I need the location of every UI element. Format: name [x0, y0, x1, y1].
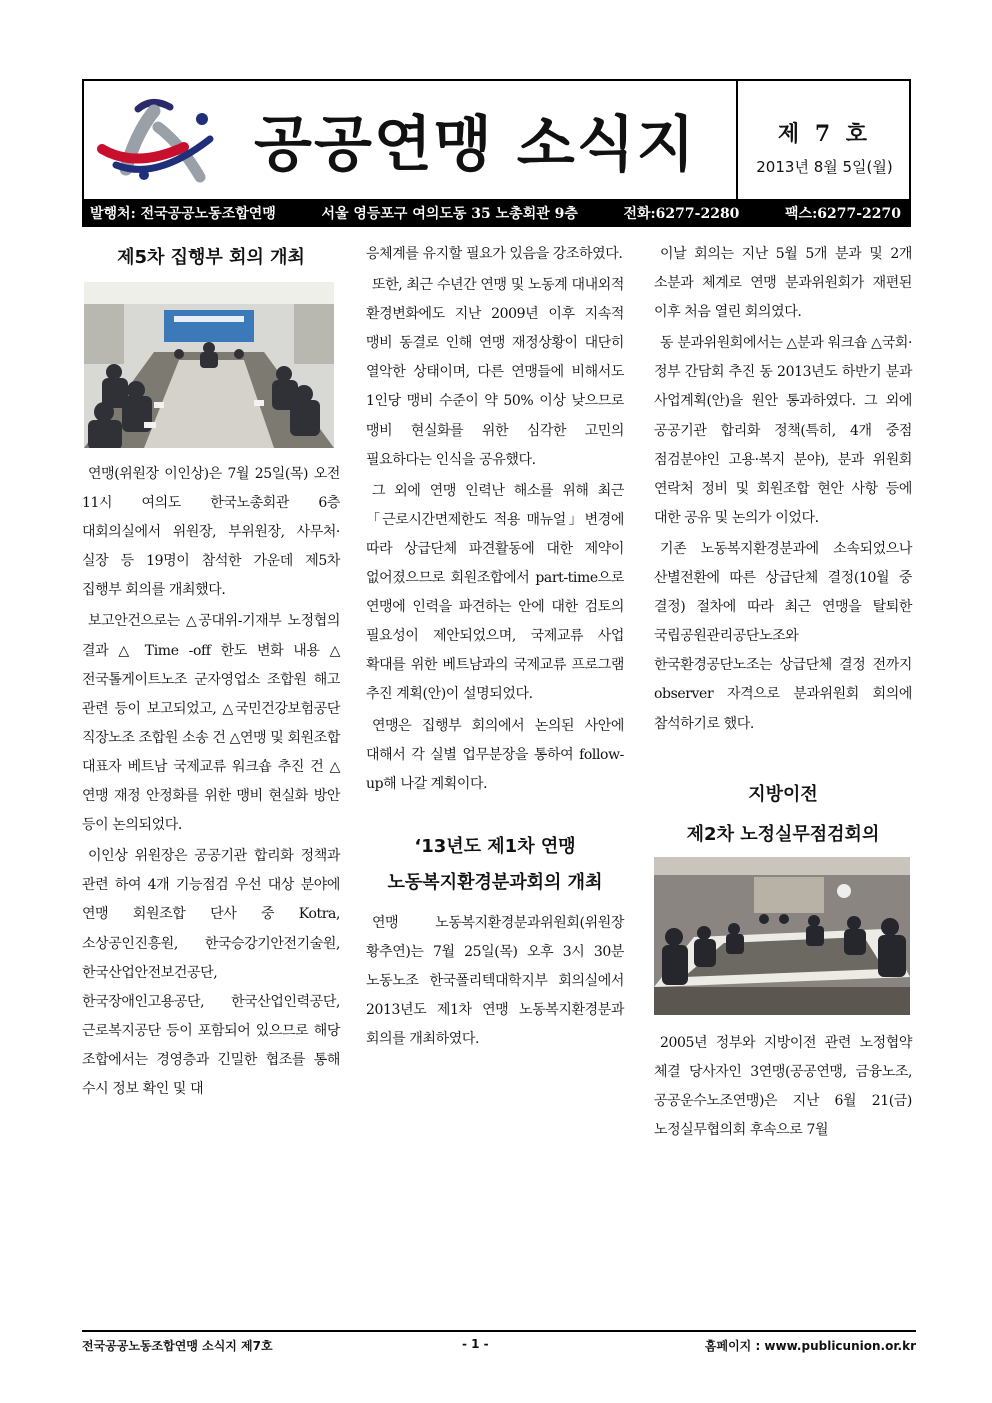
paragraph: 그 외에 연맹 인력난 해소를 위해 최근 「근로시간면제한도 적용 매뉴얼」변경에 따라 상급단체 파견활동에 대한 제약이 없어졌으므로 회원조합에서 part-time으로 연맹에 인력을 파견하는 안에 대한 검토의 필요성이 제안되었으며, 국제교류 사업 확대를 위한 베트남과의 국제교류 프로그램 추진 계획(안)이 설명되었다. [366, 482, 624, 703]
paragraph: 동 분과위원회에서는 △분과 워크숍 △국회·정부 간담회 추진 동 2013년도 하반기 분과 사업계획(안)을 원안 통과하였다. 그 외에 공공기관 합리화 정책(특히, 4개 중점 점검분야인 고용·복지 분야), 분과 위원회 연락처 정비 및 회원조합 현안 사항 등에 대한 공유 및 논의가 이었다. [654, 335, 912, 526]
footer-divider [82, 1330, 916, 1332]
publisher-bar [82, 201, 911, 227]
footer-publication: 전국공공노동조합연맹 소식지 제7호 [82, 1339, 273, 1353]
issue-date: 2013년 8월 5일(월) [756, 158, 893, 176]
publisher: 발행처: 전국공공노동조합연맹 [90, 206, 276, 222]
article-heading-welfare-line2: 노동복지환경분과회의 개최 [387, 871, 603, 893]
relocation-meeting-photo [654, 857, 910, 1015]
article-heading-welfare-line1: ‘13년도 제1차 연맹 [414, 835, 576, 857]
newsletter-title: 공공연맹 소식지 [254, 110, 697, 180]
issue-number: 제 7 호 [777, 121, 872, 147]
article-heading-exec-meeting: 제5차 집행부 회의 개최 [117, 247, 305, 268]
paragraph: 또한, 최근 수년간 연맹 및 노동계 대내외적 환경변화에도 지난 2009년 이후 지속적 맹비 동결로 인해 연맹 재정상황이 대단히 열악한 상태이며, 다른 연맹들에 비해서도 1인당 맹비 수준이 약 50% 이상 낮으므로 맹비 현실화를 위한 심각한 고민의 필요하다는 인식을 공유했다. [366, 277, 624, 468]
paragraph: 2005년 정부와 지방이전 관련 노정협약 체결 당사자인 3연맹(공공연맹, 금융노조, 공공운수노조연맹)은 지난 6월 21(금) 노정실무협의회 후속으로 7월 [654, 1034, 912, 1138]
paragraph: 응체계를 유지할 필요가 있음을 강조하였다. [366, 246, 623, 262]
masthead [82, 79, 911, 201]
column-2 [366, 240, 624, 1056]
paragraph: 연맹(위원장 이인상)은 7월 25일(목) 오전 11시 여의도 한국노총회관 6층 대회의실에서 위원장, 부위원장, 사무처·실장 등 19명이 참석한 가운데 제5차 집행부 회의를 개최했다. [82, 466, 340, 599]
page-number: - 1 - [462, 1337, 489, 1351]
article-heading-relocation-line2: 제2차 노정실무점검회의 [686, 823, 880, 845]
issue-box [736, 81, 911, 201]
column-1 [82, 240, 340, 1106]
union-logo [96, 93, 220, 189]
meeting-photo [84, 282, 334, 448]
fax: 팩스:6277-2270 [785, 206, 901, 222]
column-3 [654, 240, 912, 1147]
article-heading-relocation-line1: 지방이전 [748, 783, 818, 805]
phone: 전화:6277-2280 [623, 206, 740, 222]
paragraph: 보고안건으로는 △공대위-기재부 노정협의 결과 △ Time -off 한도 변화 내용 △전국톨게이트노조 군자영업소 조합원 해고 관련 등이 보고되었고, △국민건강보험공단 직장노조 조합원 소송 건 △연맹 및 회원조합 대표자 베트남 국제교류 워크숍 추진 건 △연맹 재정 안정화를 위한 맹비 현실화 방안 등이 논의되었다. [82, 613, 340, 834]
address: 서울 영등포구 여의도동 35 노총회관 9층 [321, 206, 578, 222]
paragraph: 연맹 노동복지환경분과위원회(위원장 황추연)는 7월 25일(목) 오후 3시 30분 노동노조 한국폴리텍대학지부 회의실에서 2013년도 제1차 연맹 노동복지환경분과 회의를 개최하였다. [366, 914, 624, 1048]
homepage-link[interactable]: 홈페이지 : www.publicunion.or.kr [704, 1339, 916, 1353]
paragraph: 이인상 위원장은 공공기관 합리화 정책과 관련 하여 4개 기능점검 우선 대상 분야에 연맹 회원조합 단사 중 Kotra, 소상공인진흥원, 한국승강기안전기술원, 한국산업안전보건공단, 한국장애인고용공단, 한국산업인력공단, 근로복지공단 등이 포함되어 있으므로 해당 조합에서는 경영층과 긴밀한 협조를 통해 수시 정보 확인 및 대 [82, 848, 340, 1097]
paragraph: 이날 회의는 지난 5월 5개 분과 및 2개 소분과 체계로 연맹 분과위원회가 재편된 이후 처음 열린 회의였다. [654, 246, 912, 321]
paragraph: 기존 노동복지환경분과에 소속되었으나 산별전환에 따른 상급단체 결정(10월 중 결정) 절차에 따라 최근 연맹을 탈퇴한 국립공원관리공단노조와 한국환경공단노조는 상급단체 결정 전까지 observer 자격으로 분과위원회 회의에 참석하기로 했다. [654, 540, 912, 732]
paragraph: 연맹은 집행부 회의에서 논의된 사안에 대해서 각 실별 업무분장을 통하여 follow-up해 나갈 계획이다. [366, 717, 624, 792]
